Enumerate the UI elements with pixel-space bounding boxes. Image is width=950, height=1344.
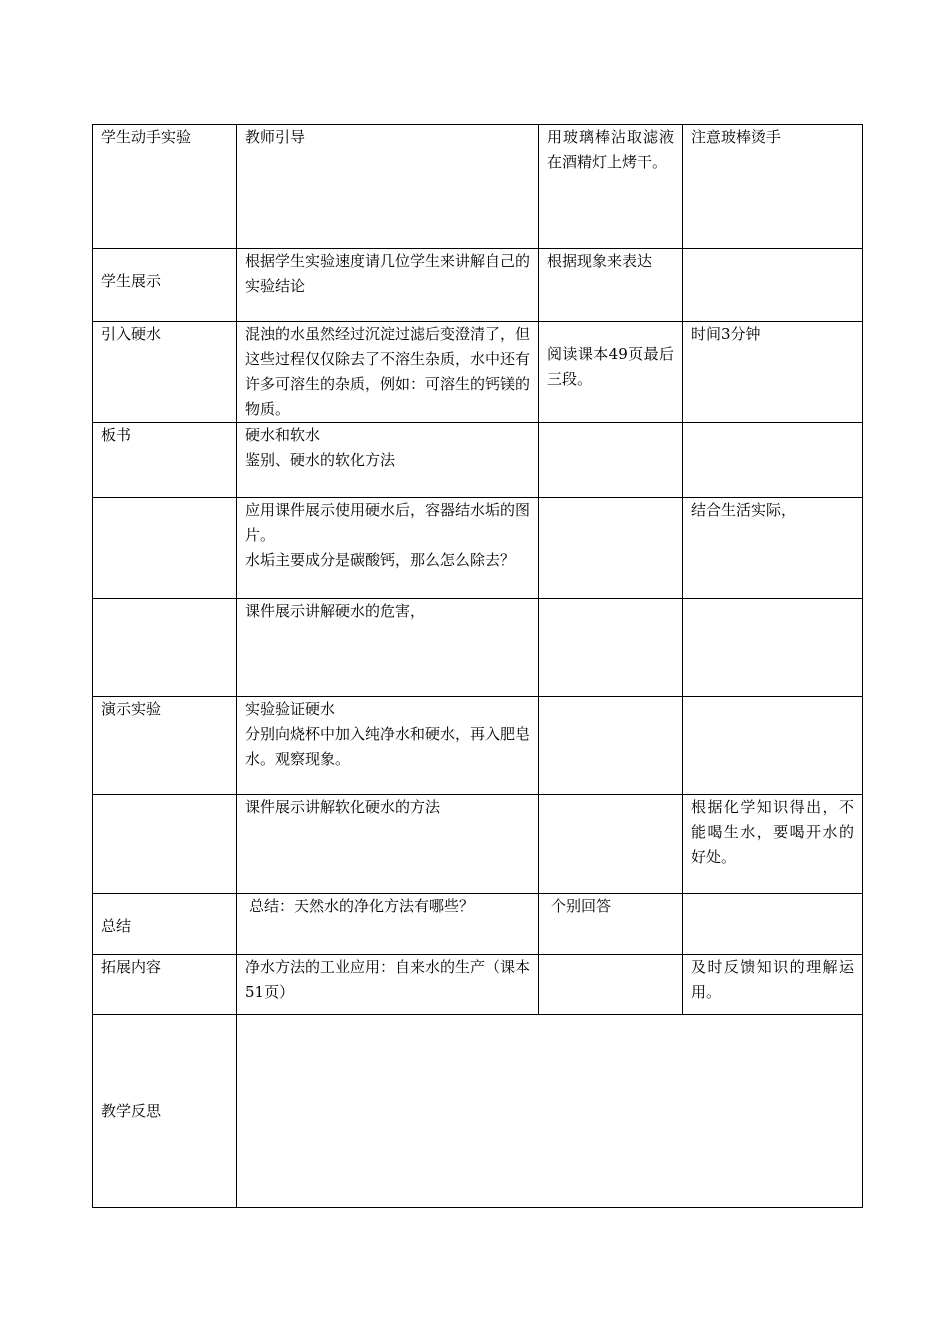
- note-cell: 注意玻棒烫手: [683, 125, 863, 249]
- student-cell: 阅读课本49页最后三段。: [539, 322, 683, 423]
- table-row: [93, 322, 863, 423]
- teacher-cell: 实验验证硬水 分别向烧杯中加入纯净水和硬水，再入肥皂水。观察现象。: [237, 697, 539, 795]
- note-cell: 时间3分钟: [683, 322, 863, 423]
- teacher-cell: 净水方法的工业应用：自来水的生产（课本51页）: [237, 955, 539, 1015]
- student-cell: [539, 599, 683, 697]
- student-cell: 根据现象来表达: [539, 249, 683, 322]
- teacher-cell: 混浊的水虽然经过沉淀过滤后变澄清了，但这些过程仅仅除去了不溶生杂质，水中还有许多可溶生的杂质，例如：可溶生的钙镁的物质。: [237, 322, 539, 423]
- student-cell: [539, 498, 683, 599]
- note-cell: 及时反馈知识的理解运用。: [683, 955, 863, 1015]
- teacher-cell: 应用课件展示使用硬水后，容器结水垢的图片。 水垢主要成分是碳酸钙，那么怎么除去？: [237, 498, 539, 599]
- lesson-plan-table: [92, 124, 863, 1208]
- teacher-cell: 根据学生实验速度请几位学生来讲解自己的实验结论: [237, 249, 539, 322]
- activity-cell: 学生展示: [93, 249, 237, 322]
- activity-cell: [93, 599, 237, 697]
- teacher-cell: 硬水和软水 鉴别、硬水的软化方法: [237, 423, 539, 498]
- table-row: [93, 498, 863, 599]
- table-row: [93, 249, 863, 322]
- teacher-cell: 课件展示讲解硬水的危害，: [237, 599, 539, 697]
- note-cell: [683, 249, 863, 322]
- teacher-cell: 总结：天然水的净化方法有哪些？: [237, 894, 539, 955]
- reflection-content: [237, 1015, 863, 1208]
- student-cell: [539, 955, 683, 1015]
- table-row: [93, 423, 863, 498]
- activity-cell: [93, 498, 237, 599]
- note-cell: [683, 423, 863, 498]
- note-cell: [683, 599, 863, 697]
- activity-cell: 演示实验: [93, 697, 237, 795]
- reflection-row: [93, 1015, 863, 1208]
- note-cell: 根据化学知识得出，不能喝生水，要喝开水的好处。: [683, 795, 863, 894]
- activity-cell: 学生动手实验: [93, 125, 237, 249]
- student-cell: [539, 795, 683, 894]
- student-cell: [539, 697, 683, 795]
- student-cell: 个别回答: [539, 894, 683, 955]
- note-cell: [683, 894, 863, 955]
- reflection-label: 教学反思: [93, 1015, 237, 1208]
- note-cell: [683, 697, 863, 795]
- table-row: [93, 125, 863, 249]
- table-row: [93, 955, 863, 1015]
- teacher-cell: 教师引导: [237, 125, 539, 249]
- table-row: [93, 697, 863, 795]
- note-cell: 结合生活实际，: [683, 498, 863, 599]
- activity-cell: 拓展内容: [93, 955, 237, 1015]
- student-cell: [539, 423, 683, 498]
- table-row: [93, 795, 863, 894]
- table-row: [93, 894, 863, 955]
- activity-cell: [93, 795, 237, 894]
- activity-cell: 引入硬水: [93, 322, 237, 423]
- activity-cell: 总结: [93, 894, 237, 955]
- student-cell: 用玻璃棒沾取滤液在酒精灯上烤干。: [539, 125, 683, 249]
- teacher-cell: 课件展示讲解软化硬水的方法: [237, 795, 539, 894]
- activity-cell: 板书: [93, 423, 237, 498]
- table-row: [93, 599, 863, 697]
